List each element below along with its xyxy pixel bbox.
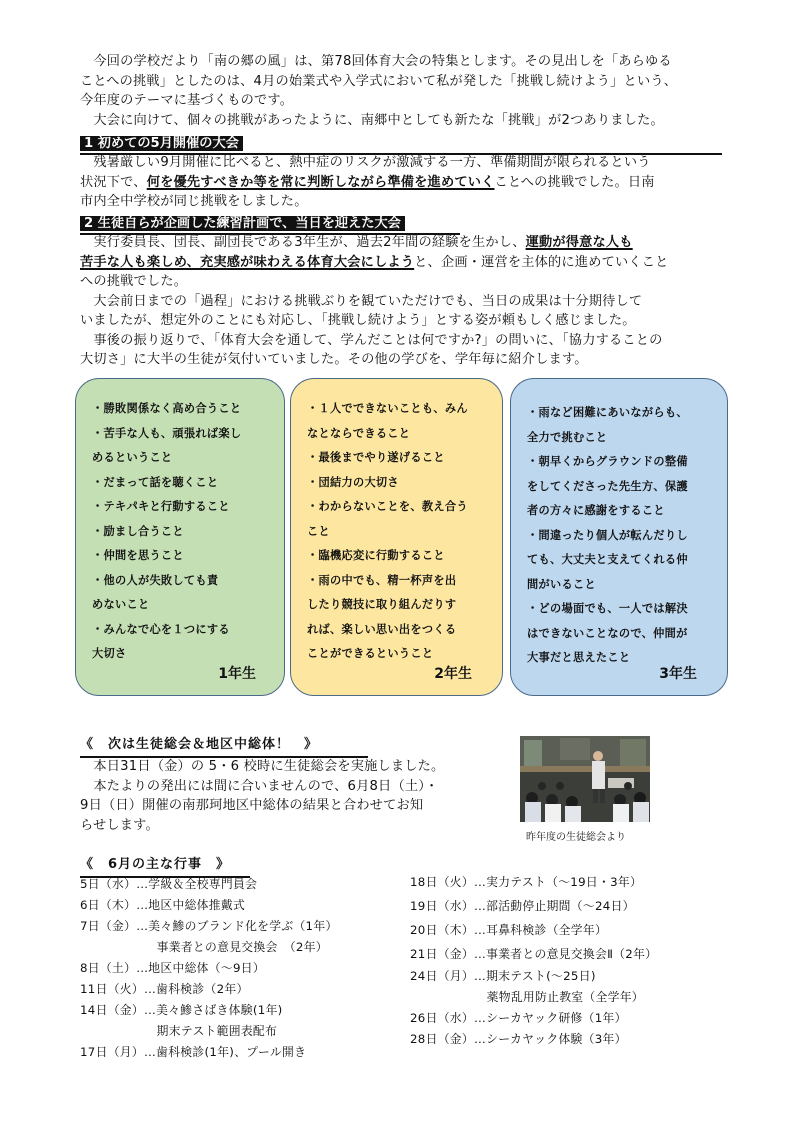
event-item: 11日（火）…歯科検診（2年） [80, 982, 249, 996]
next-line: 9日（日）開催の南那珂地区中総体の結果と合わせてお知 [80, 798, 424, 813]
section1-emphasis: 何を優先すべきか等を常に判断しながら準備を進めていく [146, 174, 495, 190]
next-line: 本日31日（金）の 5・6 校時に生徒総会を実施しました。 [80, 759, 445, 774]
list-item: ・臨機応変に行動すること [307, 549, 445, 562]
section2-emphasis: 運動が得意な人も [525, 235, 633, 250]
student-council-photo [520, 736, 650, 822]
event-item: 薬物乱用防止教室（全学年） [410, 990, 644, 1004]
intro-line: ことへの挑戦」としたのは、4月の始業式や入学式において私が発した「挑戦し続けよう」という、 [80, 73, 678, 89]
list-item: めないこと [92, 598, 150, 611]
list-item: こと [307, 524, 330, 538]
event-item: 14日（金）…美々鯵さばき体験(1年) [80, 1003, 283, 1017]
grade1-box [75, 378, 285, 696]
intro-line: 今年度のテーマに基づくものです。 [80, 93, 294, 108]
events-left-list [80, 874, 338, 1063]
list-item: 者の方々に感謝をすること [527, 504, 665, 517]
list-item: めるということ [92, 451, 173, 464]
list-item: ・間違ったり個人が転んだりし [527, 528, 688, 542]
events-right-list [410, 870, 657, 1050]
photo-caption: 昨年度の生徒総会より [526, 832, 626, 843]
event-item: 17日（月）…歯科検診(1年)、プール開き [80, 1045, 307, 1059]
event-item: 期末テスト範囲表配布 [80, 1024, 278, 1038]
list-item: したり競技に取り組んだりす [307, 598, 457, 611]
list-item: ・最後までやり遂げること [307, 451, 445, 464]
list-item: ・だまって話を聴くこと [92, 475, 219, 489]
event-item: 18日（火）…実力テスト（～19日・3年） [410, 875, 643, 889]
section2-text: と、企画・運営を主体的に進めていくこと [414, 254, 669, 270]
grade3-box [510, 378, 728, 696]
list-item: ・励まし合うこと [92, 524, 184, 538]
list-item: れば、楽しい思い出をつくる [307, 622, 457, 636]
list-item: ・わからないことを、教え合う [307, 500, 468, 513]
list-item: ・朝早くからグラウンドの整備 [527, 455, 688, 468]
list-item: ・苦手な人も、頑張れば楽し [92, 426, 242, 440]
intro-paragraph [80, 52, 677, 130]
grade3-list [511, 379, 727, 671]
list-item: をしてくださった先生方、保護 [527, 479, 688, 493]
list-item: ・みんなで心を１つにする [92, 622, 230, 636]
section2-line: 大切さ」に大半の生徒が気付いていました。その他の学びを、学年毎に紹介します。 [80, 352, 588, 367]
list-item: ・他の人が失敗しても責 [92, 573, 219, 587]
photo-scene [520, 736, 650, 822]
event-item: 28日（金）…シーカヤック体験（3年） [410, 1032, 627, 1046]
event-item: 事業者との意見交換会 （2年） [80, 940, 328, 954]
event-item: 20日（木）…耳鼻科検診（全学年） [410, 923, 608, 937]
section2-line: 事後の振り返りで、「体育大会を通して、学んだことは何ですか?」の問いに、「協力することの [80, 332, 663, 348]
next-heading-block [80, 736, 368, 758]
list-item: ことができるということ [307, 647, 434, 660]
section1-line [80, 173, 655, 193]
list-item: ・１人でできないことも、みん [307, 402, 468, 415]
next-line: らせします。 [80, 817, 159, 833]
section2-heading-bar [80, 212, 460, 235]
list-item: 大事だと思えたこと [527, 651, 631, 664]
list-item: ・テキパキと行動すること [92, 500, 230, 513]
list-item: ・どの場面でも、一人では解決 [527, 602, 688, 615]
intro-line: 大会に向けて、個々の挑戦があったように、南郷中としても新たな「挑戦」が2つありました。 [80, 112, 664, 128]
section2-emphasis: 苦手な人も楽しめ、充実感が味わえる体育大会にしよう [80, 254, 415, 270]
section2-line [80, 253, 669, 273]
grade1-list [76, 379, 284, 667]
event-item: 7日（金）…美々鯵のブランド化を学ぶ（1年） [80, 919, 338, 933]
event-item: 5日（水）…学級＆全校専門員会 [80, 877, 258, 891]
list-item: ・団結力の大切さ [307, 475, 399, 489]
section2-line [80, 233, 669, 253]
section1-text: 状況下で、 [80, 174, 147, 190]
section1-heading: 1 初めての5月開催の大会 [80, 136, 243, 151]
section2-heading: 2 生徒自らが企画した練習計画で、当日を迎えた大会 [80, 216, 405, 231]
list-item: ・雨など困難にあいながらも、 [527, 406, 688, 419]
list-item: ても、大丈夫と支えてくれる仲 [527, 553, 688, 566]
next-line: 本たよりの発出には間に合いませんので、6月8日（土）・ [80, 778, 439, 794]
section2-line: 大会前日までの「過程」における挑戦ぶりを観ていただけでも、当日の成果は十分期待して [80, 293, 643, 309]
section2-line: いましたが、想定外のことにも対応し、「挑戦し続けよう」とする姿が頼もしく感じました。 [80, 313, 636, 328]
list-item: 大切さ [92, 647, 127, 660]
next-body [80, 757, 444, 835]
event-item: 8日（土）…地区中総体（～9日） [80, 961, 265, 975]
list-item: ・仲間を思うこと [92, 549, 184, 562]
next-heading: 《 次は生徒総会＆地区中総体！ 》 [80, 737, 319, 752]
section1-line: 残暑厳しい9月開催に比べると、熱中症のリスクが激減する一方、準備期間が限られるという [80, 155, 651, 170]
events-heading: 《 6月の主な行事 》 [80, 857, 231, 872]
intro-line: 今回の学校だより「南の郷の風」は、第78回体育大会の特集とします。その見出しを「あらゆる [80, 54, 672, 69]
section2-body [80, 233, 669, 370]
grade1-label: 1年生 [218, 666, 256, 682]
section2-text: 実行委員長、団長、副団長である3年生が、過去2年間の経験を生かし、 [80, 235, 526, 250]
section2-line: への挑戦でした。 [80, 274, 188, 289]
section1-heading-bar [80, 132, 722, 155]
list-item: なとならできること [307, 426, 411, 440]
grade2-label: 2年生 [434, 666, 472, 682]
event-item: 26日（水）…シーカヤック研修（1年） [410, 1011, 627, 1025]
list-item: ・勝敗関係なく高め合うこと [92, 402, 242, 415]
event-item: 21日（金）…事業者との意見交換会Ⅱ（2年） [410, 947, 658, 961]
section1-line: 市内全中学校が同じ挑戦をしました。 [80, 194, 308, 209]
event-item: 6日（木）…地区中総体推戴式 [80, 898, 246, 912]
event-item: 19日（水）…部活動停止期間（～24日） [410, 899, 635, 913]
section1-body [80, 153, 655, 212]
list-item: はできないことなので、仲間が [527, 626, 688, 640]
section1-text: ことへの挑戦でした。日南 [494, 174, 655, 190]
list-item: 間がいること [527, 577, 596, 591]
grade2-box [290, 378, 503, 696]
list-item: 全力で挑むこと [527, 430, 608, 444]
grade3-label: 3年生 [659, 666, 697, 682]
list-item: ・雨の中でも、精一杯声を出 [307, 573, 457, 587]
event-item: 24日（月）…期末テスト(～25日) [410, 969, 596, 983]
grade2-list [291, 379, 502, 667]
